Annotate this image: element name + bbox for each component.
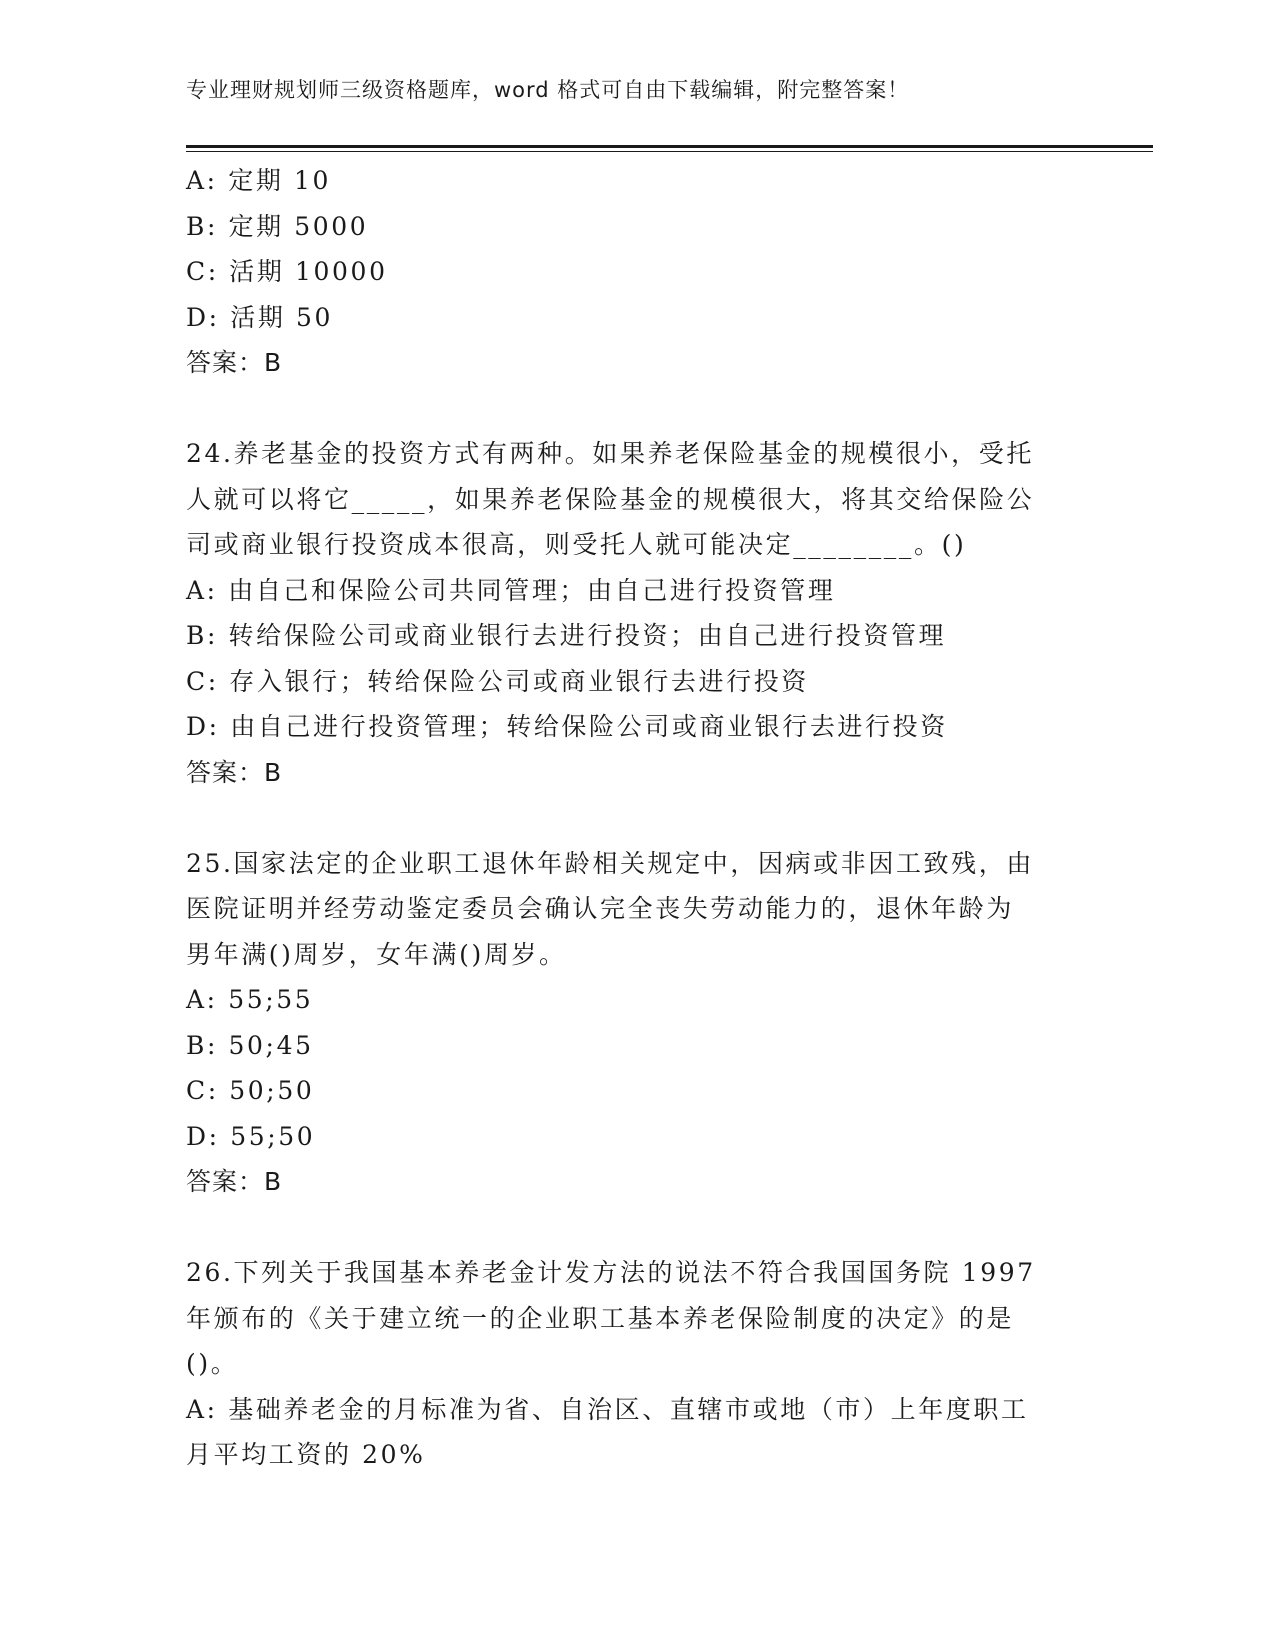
question-stem-line: 医院证明并经劳动鉴定委员会确认完全丧失劳动能力的，退休年龄为	[186, 894, 1015, 923]
question-content	[186, 158, 1086, 1478]
option-d: D: 55;50	[186, 1121, 316, 1151]
option-c: C: 50;50	[186, 1076, 315, 1105]
option-d: D: 由自己进行投资管理；转给保险公司或商业银行去进行投资	[186, 712, 948, 741]
option-d: D: 活期 50	[186, 302, 333, 332]
option-b: B: 定期 5000	[186, 211, 369, 241]
spacer	[186, 1205, 1086, 1251]
option-a: A: 55;55	[186, 985, 314, 1014]
question-stem-line: 24.养老基金的投资方式有两种。如果养老保险基金的规模很小，受托	[186, 439, 1034, 468]
spacer	[186, 386, 1086, 432]
option-c: C: 存入银行；转给保险公司或商业银行去进行投资	[186, 666, 809, 696]
header-rule-thin	[186, 151, 1153, 152]
header-rule-thick	[186, 145, 1153, 148]
option-b: B: 转给保险公司或商业银行去进行投资；由自己进行投资管理	[186, 621, 947, 650]
option-b: B: 50;45	[186, 1030, 314, 1060]
question-stem-line: 26.下列关于我国基本养老金计发方法的说法不符合我国国务院 1997	[186, 1258, 1036, 1287]
question-25	[186, 841, 1086, 1205]
answer: 答案：B	[186, 757, 283, 787]
answer: 答案：B	[186, 1167, 283, 1196]
question-stem-line: 司或商业银行投资成本很高，则受托人就可能决定________。()	[186, 530, 967, 559]
option-a: A: 由自己和保险公司共同管理；由自己进行投资管理	[186, 575, 836, 605]
option-c: C: 活期 10000	[186, 257, 388, 286]
answer: 答案：B	[186, 348, 283, 377]
page-header: 专业理财规划师三级资格题库，word 格式可自由下载编辑，附完整答案！	[186, 78, 910, 102]
question-stem-line: 25.国家法定的企业职工退休年龄相关规定中，因病或非因工致残，由	[186, 848, 1034, 878]
question-stem-line: 男年满()周岁，女年满()周岁。	[186, 939, 567, 969]
question-stem-line: 年颁布的《关于建立统一的企业职工基本养老保险制度的决定》的是	[186, 1303, 1015, 1333]
question-26	[186, 1250, 1086, 1478]
question-stem-line: 人就可以将它_____，如果养老保险基金的规模很大，将其交给保险公	[186, 484, 1035, 514]
spacer	[186, 795, 1086, 841]
question-stem-line: ()。	[186, 1349, 239, 1378]
question-23	[186, 158, 1086, 386]
question-24	[186, 431, 1086, 795]
option-a-continued: 月平均工资的 20%	[186, 1440, 426, 1469]
option-a: A: 基础养老金的月标准为省、自治区、直辖市或地（市）上年度职工	[186, 1394, 1029, 1424]
option-a: A: 定期 10	[186, 166, 331, 195]
